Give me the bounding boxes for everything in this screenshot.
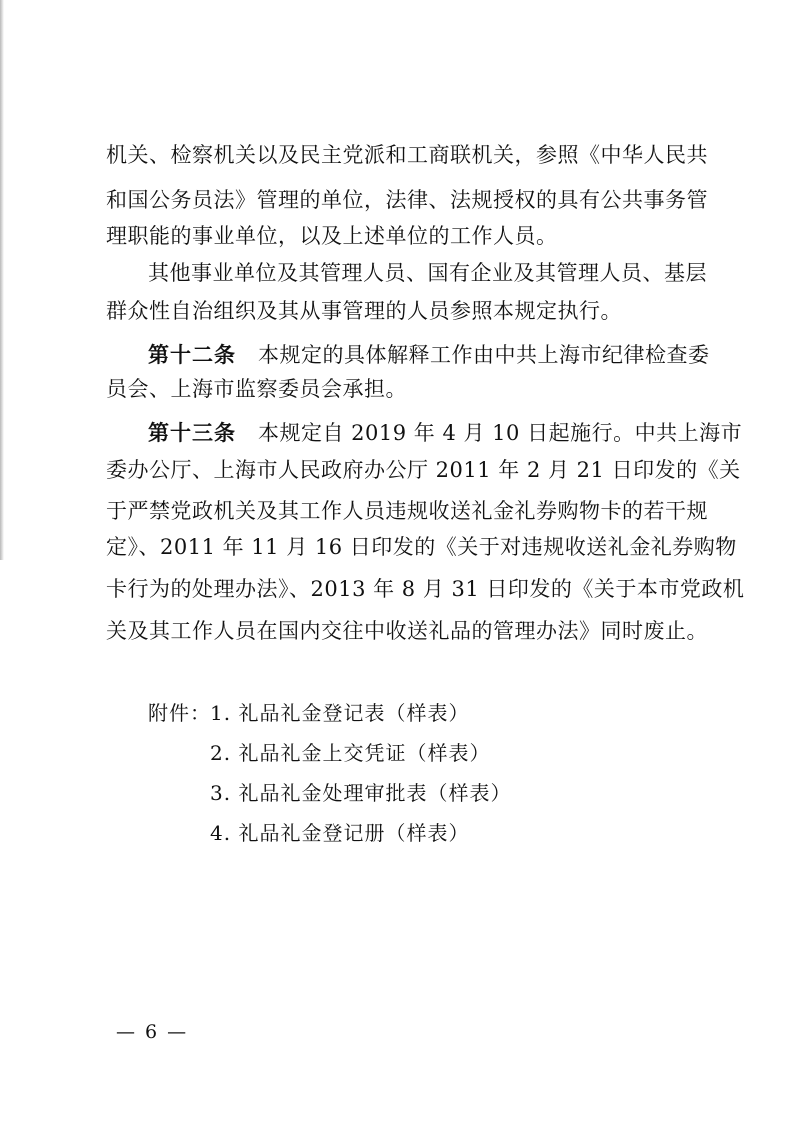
paragraph-line: 机关、检察机关以及民主党派和工商联机关，参照《中华人民共	[106, 143, 708, 167]
page-number: — 6 —	[116, 1021, 189, 1043]
article-text: 本规定的具体解释工作由中共上海市纪律检查委	[258, 343, 710, 367]
paragraph-line: 委办公厅、上海市人民政府办公厅 2011 年 2 月 21 日印发的《关	[106, 458, 741, 482]
paragraph-line: 其他事业单位及其管理人员、国有企业及其管理人员、基层	[148, 261, 707, 285]
paragraph-line: 群众性自治组织及其从事管理的人员参照本规定执行。	[106, 299, 622, 323]
attachment-item: 1. 礼品礼金登记表（样表）	[210, 701, 470, 725]
attachment-item: 4. 礼品礼金登记册（样表）	[210, 821, 470, 845]
paragraph-line: 关及其工作人员在国内交往中收送礼品的管理办法》同时废止。	[106, 619, 708, 643]
paragraph-line: 卡行为的处理办法》、2013 年 8 月 31 日印发的《关于本市党政机	[106, 577, 745, 601]
paragraph-line: 于严禁党政机关及其工作人员违规收送礼金礼券购物卡的若干规	[106, 499, 708, 523]
paragraph-line: 员会、上海市监察委员会承担。	[106, 377, 407, 401]
paragraph-line: 定》、2011 年 11 月 16 日印发的《关于对违规收送礼金礼券购物	[106, 535, 737, 559]
paragraph-line: 和国公务员法》管理的单位，法律、法规授权的具有公共事务管	[106, 188, 708, 212]
attachments-label: 附件：	[148, 701, 211, 725]
article-13-first-line	[148, 418, 748, 448]
attachment-item: 3. 礼品礼金处理审批表（样表）	[210, 781, 512, 805]
article-text: 本规定自 2019 年 4 月 10 日起施行。中共上海市	[258, 421, 743, 445]
scan-shadow-edge	[0, 0, 4, 560]
paragraph-line: 理职能的事业单位，以及上述单位的工作人员。	[106, 224, 558, 248]
article-heading: 第十二条	[148, 343, 236, 367]
article-heading: 第十三条	[148, 421, 236, 445]
attachment-item: 2. 礼品礼金上交凭证（样表）	[210, 741, 491, 765]
article-12-first-line	[148, 340, 748, 370]
